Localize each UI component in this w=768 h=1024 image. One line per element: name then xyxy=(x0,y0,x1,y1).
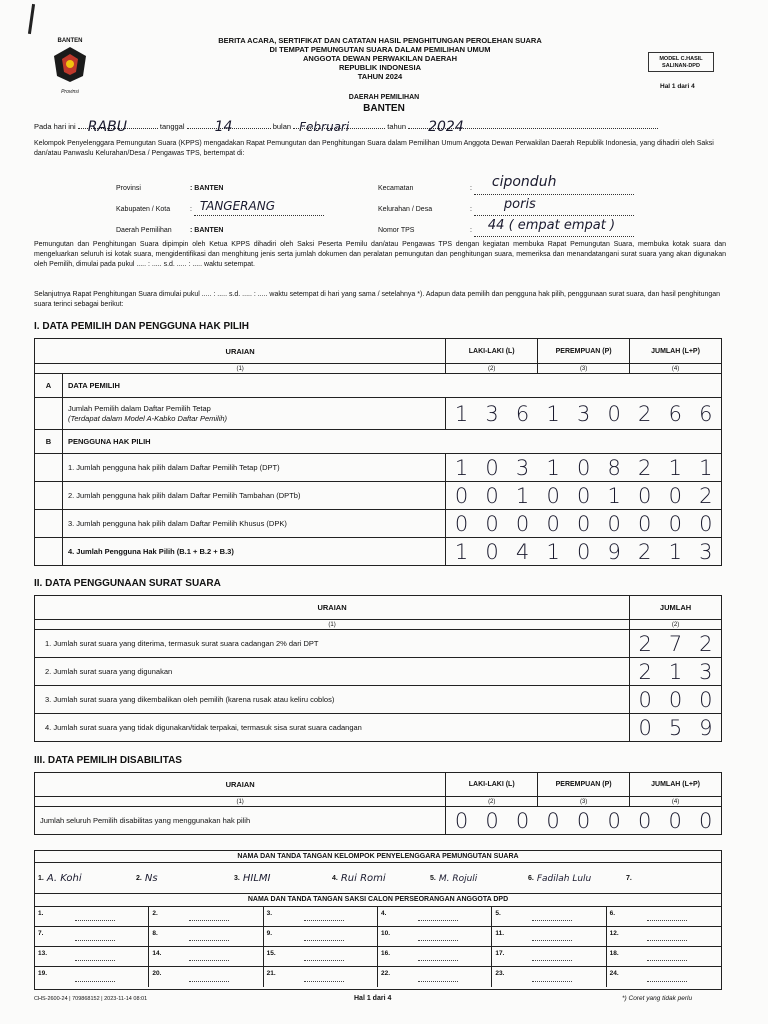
s1-a-title: DATA PEMILIH xyxy=(62,374,721,398)
s1-a-row-text: Jumlah Pemilih dalam Daftar Pemilih Tetap xyxy=(67,403,211,413)
kpps-num-1: 1. xyxy=(38,875,44,882)
saksi-signature-line xyxy=(304,960,344,961)
kpps-num-2: 2. xyxy=(136,875,142,882)
kpps-name-4[interactable]: Rui Romi xyxy=(340,873,386,884)
s1-b-row4-text: 4. Jumlah Pengguna Hak Pilih (B.1 + B.2 + B.3) xyxy=(62,538,445,566)
saksi-cell[interactable] xyxy=(264,967,378,987)
saksi-signature-line xyxy=(532,920,572,921)
saksi-signature-line xyxy=(75,981,115,982)
handwritten-digit: 0 xyxy=(485,511,499,536)
saksi-cell[interactable] xyxy=(149,967,263,987)
saksi-num: 11. xyxy=(495,930,505,937)
handwritten-digit: 0 xyxy=(637,808,652,833)
handwritten-digit: 9 xyxy=(607,539,621,564)
saksi-grid xyxy=(35,907,721,987)
title-line-4: REPUBLIK INDONESIA xyxy=(338,63,422,72)
kpps-name-1[interactable]: A. Kohi xyxy=(46,873,82,884)
s1-b-row2-text: 2. Jumlah pengguna hak pilih dalam Daftar Pemilih Tambahan (DPTb) xyxy=(62,482,445,510)
s1-b-row4-values[interactable] xyxy=(446,540,721,564)
kpps-name-6[interactable]: Fadilah Lulu xyxy=(536,873,592,884)
date-line xyxy=(34,119,724,135)
footer-note: *) Coret yang tidak perlu xyxy=(622,995,693,1002)
handwritten-digit: 0 xyxy=(515,808,530,833)
section2-table xyxy=(34,595,722,742)
saksi-num: 20. xyxy=(152,970,162,977)
footer-code: CHS-2600-24 | 709868152 | 2023-11-14 08:01 xyxy=(34,996,148,1002)
saksi-cell[interactable] xyxy=(607,907,721,927)
saksi-signature-line xyxy=(304,981,344,982)
s1-b-title: PENGGUNA HAK PILIH xyxy=(62,430,721,454)
handwritten-digit: 1 xyxy=(454,539,469,564)
s2-row3-text: 3. Jumlah surat suara yang dikembalikan oleh pemilih (karena rusak atau keliru coblos) xyxy=(35,686,630,714)
handwritten-digit: 4 xyxy=(515,539,530,564)
s2-header-uraian: URAIAN xyxy=(35,596,630,620)
s3-row-values[interactable] xyxy=(446,809,721,833)
handwritten-digit: 8 xyxy=(607,455,621,480)
s2-row4-text: 4. Jumlah surat suara yang tidak digunakan/tidak terpakai, termasuk sisa surat suara cadangan xyxy=(35,714,630,742)
handwritten-digit: 6 xyxy=(699,401,713,426)
saksi-signature-line xyxy=(304,920,344,921)
saksi-signature-line xyxy=(75,920,115,921)
kpps-num-5: 5. xyxy=(430,875,436,882)
s1-b-row1-text: 1. Jumlah pengguna hak pilih dalam Daftar Pemilih Tetap (DPT) xyxy=(62,454,445,482)
saksi-cell[interactable] xyxy=(264,947,378,967)
saksi-num: 3. xyxy=(266,910,273,917)
saksi-signature-line xyxy=(647,920,687,921)
saksi-cell[interactable] xyxy=(35,927,149,947)
handwritten-digit: 0 xyxy=(638,715,652,740)
saksi-num: 24. xyxy=(609,970,619,977)
saksi-signature-line xyxy=(304,940,344,941)
kpps-name-3[interactable]: HILMI xyxy=(242,873,271,884)
saksi-num: 10. xyxy=(381,930,391,937)
saksi-num: 9. xyxy=(266,930,273,937)
handwritten-digit: 0 xyxy=(668,483,682,508)
saksi-num: 12. xyxy=(609,930,619,937)
s3-num2: (2) xyxy=(446,797,538,807)
saksi-num: 21. xyxy=(266,970,276,977)
saksi-num: 22. xyxy=(381,970,391,977)
saksi-cell[interactable] xyxy=(492,927,606,947)
saksi-num: 16. xyxy=(381,950,391,957)
provinsi-label: Provinsi xyxy=(116,185,141,192)
handwritten-digit: 1 xyxy=(515,483,530,508)
saksi-cell[interactable] xyxy=(378,967,492,987)
handwritten-digit: 0 xyxy=(668,687,683,712)
tahun-value[interactable]: 2024 xyxy=(428,119,464,135)
handwritten-digit: 9 xyxy=(699,715,713,740)
handwritten-digit: 0 xyxy=(576,511,591,536)
handwritten-digit: 1 xyxy=(699,455,713,480)
s3-num1: (1) xyxy=(35,797,446,807)
s1-num4: (4) xyxy=(630,364,722,374)
title-line-1: BERITA ACARA, SERTIFIKAT DAN CATATAN HASIL PENGHITUNGAN PEROLEHAN SUARA xyxy=(218,36,542,45)
s1-header-jumlah: JUMLAH (L+P) xyxy=(630,339,722,364)
saksi-cell[interactable] xyxy=(492,967,606,987)
s2-row1-values[interactable] xyxy=(630,632,721,656)
handwritten-digit: 0 xyxy=(576,539,591,564)
kelurahan-label: Kelurahan / Desa xyxy=(378,206,433,213)
s1-a-label: A xyxy=(35,374,63,398)
handwritten-digit: 0 xyxy=(485,483,499,508)
handwritten-digit: 0 xyxy=(607,511,621,536)
kpps-num-3: 3. xyxy=(234,875,240,882)
model-box: MODEL C.HASIL SALINAN-DPD xyxy=(648,52,714,72)
label-tahun: tahun xyxy=(387,122,407,131)
kpps-name-5[interactable]: M. Rojuli xyxy=(438,873,478,884)
saksi-num: 8. xyxy=(152,930,158,937)
s1-num1: (1) xyxy=(35,364,446,374)
handwritten-digit: 5 xyxy=(668,715,683,740)
paragraph-1: Pemungutan dan Penghitungan Suara dipimpin oleh Ketua KPPS dihadiri oleh Saksi Peserta Pemilu dan/atau Pengawas TPS dengan kegiatan membuka Rapat Pemungutan Suara, membuka kotak suara dan mengeluarkan seluruh isi kotak suara, mengidentifikasi dan menghitung jenis serta jumlah dokumen dan peralatan pemungutan dan penghitungan suara, memeriksa dan menandatangani surat suara yang akan digunakan oleh Pemilih, dimulai pada pukul ..... : ..... s.d. ..... : ..... waktu setempat. xyxy=(34,241,726,268)
s2-row2-text: 2. Jumlah surat suara yang digunakan xyxy=(35,658,630,686)
handwritten-digit: 1 xyxy=(454,455,469,480)
saksi-cell[interactable] xyxy=(378,947,492,967)
saksi-cell[interactable] xyxy=(149,907,263,927)
handwritten-digit: 0 xyxy=(576,808,591,833)
handwritten-digit: 1 xyxy=(668,659,683,684)
tanggal-value[interactable]: 14 xyxy=(214,119,233,135)
handwritten-digit: 0 xyxy=(546,483,560,508)
s1-b-label: B xyxy=(35,430,63,454)
saksi-num: 17. xyxy=(495,950,505,957)
s1-b-row3-text: 3. Jumlah pengguna hak pilih dalam Daftar Pemilih Khusus (DPK) xyxy=(62,510,445,538)
saksi-cell[interactable] xyxy=(492,947,606,967)
handwritten-digit: 2 xyxy=(638,631,652,656)
handwritten-digit: 6 xyxy=(668,401,682,426)
handwritten-digit: 0 xyxy=(546,511,560,536)
kpps-num-6: 6. xyxy=(528,875,534,882)
saksi-num: 14. xyxy=(152,950,162,957)
saksi-signature-line xyxy=(418,920,458,921)
saksi-signature-line xyxy=(189,960,229,961)
s1-header-uraian: URAIAN xyxy=(35,339,446,364)
handwritten-digit: 0 xyxy=(485,455,499,480)
dapil-value: : BANTEN xyxy=(190,227,224,234)
s3-header-laki: LAKI-LAKI (L) xyxy=(446,773,538,797)
location-right: Kecamatan : ciponduh Kelurahan / Desa : poris Nomor TPS : 44 ( empat empat ) xyxy=(378,178,648,241)
footer-page: Hal 1 dari 4 xyxy=(354,995,392,1002)
kecamatan-value[interactable]: ciponduh xyxy=(491,174,557,190)
handwritten-digit: 2 xyxy=(699,631,713,656)
handwritten-digit: 0 xyxy=(607,808,621,833)
saksi-signature-line xyxy=(75,960,115,961)
saksi-signature-line xyxy=(532,981,572,982)
region-name: BANTEN xyxy=(363,103,405,114)
kpps-num-4: 4. xyxy=(332,875,338,882)
saksi-num: 2. xyxy=(152,910,158,917)
saksi-cell[interactable] xyxy=(264,927,378,947)
kabkota-value[interactable]: TANGERANG xyxy=(199,199,276,213)
s2-row4-values[interactable] xyxy=(630,716,721,740)
tps-value[interactable]: 44 ( empat empat ) xyxy=(487,218,616,233)
hari-value[interactable]: RABU xyxy=(87,119,127,135)
handwritten-digit: 3 xyxy=(515,455,530,480)
kpps-block xyxy=(34,850,722,894)
s3-header-jumlah: JUMLAH (L+P) xyxy=(630,773,722,797)
title-line-3: ANGGOTA DEWAN PERWAKILAN DAERAH xyxy=(302,54,458,63)
handwritten-digit: 2 xyxy=(638,455,652,480)
section1-title: I. DATA PEMILIH DAN PENGGUNA HAK PILIH xyxy=(34,321,249,332)
handwritten-digit: 3 xyxy=(699,539,713,564)
title-block xyxy=(150,36,610,81)
dapil-label: Daerah Pemilihan xyxy=(116,227,172,234)
section3-title: III. DATA PEMILIH DISABILITAS xyxy=(34,755,182,766)
paragraph-2: Selanjutnya Rapat Penghitungan Suara dimulai pukul ..... : ..... s.d. ..... : ..... waktu setempat di hari yang sama / setelahnya *). Adapun data pemilih dan pengguna hak pilih, penggunaan surat suara, dan hasil penghitungan suara terinci sebagai berikut: xyxy=(34,291,721,308)
section1-table xyxy=(34,338,722,566)
saksi-title: NAMA DAN TANDA TANGAN SAKSI CALON PERSEORANGAN ANGGOTA DPD xyxy=(35,894,721,907)
saksi-num: 15. xyxy=(266,950,276,957)
kelurahan-value[interactable]: poris xyxy=(503,197,536,212)
handwritten-digit: 0 xyxy=(668,808,682,833)
handwritten-digit: 0 xyxy=(699,687,713,712)
handwritten-digit: 2 xyxy=(638,659,652,684)
saksi-num: 5. xyxy=(495,910,501,917)
s3-row-text: Jumlah seluruh Pemilih disabilitas yang menggunakan hak pilih xyxy=(35,807,446,835)
kabkota-label: Kabupaten / Kota xyxy=(116,206,171,213)
saksi-signature-line xyxy=(189,940,229,941)
kecamatan-label: Kecamatan xyxy=(378,185,414,192)
handwritten-digit: 0 xyxy=(638,511,652,536)
handwritten-digit: 0 xyxy=(607,401,621,426)
kpps-name-2[interactable]: Ns xyxy=(144,873,158,884)
handwritten-digit: 3 xyxy=(576,401,591,426)
saksi-num: 18. xyxy=(609,950,619,957)
s1-a-row-sub: (Terdapat dalam Model A-Kabko Daftar Pemilih) xyxy=(67,413,228,423)
s2-num1: (1) xyxy=(35,620,630,630)
kpps-num-7: 7. xyxy=(626,875,632,882)
saksi-num: 4. xyxy=(381,910,387,917)
saksi-signature-line xyxy=(647,940,687,941)
saksi-signature-line xyxy=(418,981,458,982)
s1-a-row-values[interactable] xyxy=(446,402,721,426)
saksi-cell[interactable] xyxy=(378,907,492,927)
saksi-block xyxy=(34,894,722,990)
saksi-signature-line xyxy=(189,920,229,921)
s3-header-uraian: URAIAN xyxy=(35,773,446,797)
saksi-cell[interactable] xyxy=(35,967,149,987)
handwritten-digit: 0 xyxy=(546,808,560,833)
saksi-cell[interactable] xyxy=(607,967,721,987)
label-pada-hari: Pada hari ini xyxy=(34,122,76,131)
handwritten-digit: 3 xyxy=(485,401,499,426)
handwritten-digit: 0 xyxy=(638,687,652,712)
saksi-signature-line xyxy=(532,940,572,941)
saksi-num: 13. xyxy=(38,950,48,957)
handwritten-digit: 1 xyxy=(546,401,560,426)
s1-num3: (3) xyxy=(538,364,630,374)
saksi-cell[interactable] xyxy=(35,907,149,927)
s1-b-row3-values[interactable] xyxy=(446,512,721,536)
kpu-logo xyxy=(48,38,92,94)
saksi-num: 1. xyxy=(38,910,44,917)
handwritten-digit: 1 xyxy=(607,483,621,508)
pen-mark xyxy=(28,4,35,34)
saksi-signature-line xyxy=(647,960,687,961)
handwritten-digit: 0 xyxy=(699,511,713,536)
s1-b-row1-values[interactable] xyxy=(446,456,721,480)
handwritten-digit: 1 xyxy=(546,539,560,564)
saksi-cell[interactable] xyxy=(35,947,149,967)
handwritten-digit: 6 xyxy=(515,401,530,426)
s3-num4: (4) xyxy=(630,797,722,807)
handwritten-digit: 0 xyxy=(485,808,499,833)
handwritten-digit: 0 xyxy=(638,483,652,508)
saksi-cell[interactable] xyxy=(607,927,721,947)
section3-table xyxy=(34,772,722,835)
saksi-signature-line xyxy=(418,960,458,961)
s2-num2: (2) xyxy=(630,620,722,630)
s1-header-laki: LAKI-LAKI (L) xyxy=(446,339,538,364)
saksi-signature-line xyxy=(189,981,229,982)
saksi-num: 23. xyxy=(495,970,505,977)
saksi-signature-line xyxy=(647,981,687,982)
label-bulan: bulan xyxy=(272,122,292,131)
handwritten-digit: 1 xyxy=(668,539,682,564)
s3-header-perempuan: PEREMPUAN (P) xyxy=(538,773,630,797)
logo-subtext: Provinsi xyxy=(61,89,79,95)
handwritten-digit: 0 xyxy=(668,511,682,536)
handwritten-digit: 1 xyxy=(454,401,469,426)
handwritten-digit: 0 xyxy=(576,483,591,508)
handwritten-digit: 7 xyxy=(668,631,683,656)
page-label-top: Hal 1 dari 4 xyxy=(660,83,695,90)
logo-text: BANTEN xyxy=(57,38,83,44)
tps-label: Nomor TPS xyxy=(378,227,415,234)
saksi-signature-line xyxy=(532,960,572,961)
handwritten-digit: 0 xyxy=(576,455,591,480)
saksi-num: 19. xyxy=(38,970,48,977)
s2-row3-values[interactable] xyxy=(630,688,721,712)
kpps-entries xyxy=(35,863,721,894)
title-line-5: TAHUN 2024 xyxy=(357,72,403,81)
saksi-num: 6. xyxy=(609,910,616,917)
handwritten-digit: 0 xyxy=(454,483,469,508)
provinsi-value: : BANTEN xyxy=(190,185,224,192)
s1-header-perempuan: PEREMPUAN (P) xyxy=(538,339,630,364)
saksi-signature-line xyxy=(418,940,458,941)
label-tanggal: tanggal xyxy=(159,122,185,131)
s2-row2-values[interactable] xyxy=(630,660,721,684)
saksi-cell[interactable] xyxy=(149,927,263,947)
saksi-cell[interactable] xyxy=(492,907,606,927)
saksi-signature-line xyxy=(75,940,115,941)
saksi-cell[interactable] xyxy=(264,907,378,927)
location-left: Provinsi : BANTEN Kabupaten / Kota : TANGERANG Daerah Pemilihan : BANTEN xyxy=(116,178,346,241)
handwritten-digit: 0 xyxy=(515,511,530,536)
garuda-emblem-icon xyxy=(50,44,90,84)
intro-text: Kelompok Penyelenggara Pemungutan Suara (KPPS) mengadakan Rapat Pemungutan dan Penghitungan Suara dalam Pemilihan Umum Anggota Dewan Perwakilan Daerah Republik Indonesia, yang dihadiri oleh Saksi dan/atau Panwaslu Kelurahan/Desa / Pengawas TPS, bertempat di: xyxy=(34,140,714,157)
handwritten-digit: 3 xyxy=(699,659,713,684)
handwritten-digit: 0 xyxy=(454,511,469,536)
handwritten-digit: 2 xyxy=(638,401,652,426)
kpps-title: NAMA DAN TANDA TANGAN KELOMPOK PENYELENGGARA PEMUNGUTAN SUARA xyxy=(35,851,721,863)
handwritten-digit: 1 xyxy=(546,455,560,480)
saksi-cell[interactable] xyxy=(149,947,263,967)
saksi-num: 7. xyxy=(38,930,44,937)
handwritten-digit: 0 xyxy=(698,808,713,833)
region-label: DAERAH PEMILIHAN xyxy=(348,94,420,101)
s3-num3: (3) xyxy=(538,797,630,807)
handwritten-digit: 1 xyxy=(668,455,682,480)
saksi-cell[interactable] xyxy=(378,927,492,947)
handwritten-digit: 0 xyxy=(454,808,469,833)
bulan-value[interactable]: Februari xyxy=(299,120,350,134)
handwritten-digit: 2 xyxy=(699,483,713,508)
title-line-2: DI TEMPAT PEMUNGUTAN SUARA DALAM PEMILIHAN UMUM xyxy=(269,45,491,54)
section2-title: II. DATA PENGGUNAAN SURAT SUARA xyxy=(34,578,221,589)
saksi-cell[interactable] xyxy=(607,947,721,967)
s2-header-jumlah: JUMLAH xyxy=(630,596,722,620)
s1-num2: (2) xyxy=(446,364,538,374)
s2-row1-text: 1. Jumlah surat suara yang diterima, termasuk surat suara cadangan 2% dari DPT xyxy=(35,630,630,658)
s1-b-row2-values[interactable] xyxy=(446,484,721,508)
handwritten-digit: 0 xyxy=(485,539,499,564)
handwritten-digit: 2 xyxy=(638,539,652,564)
